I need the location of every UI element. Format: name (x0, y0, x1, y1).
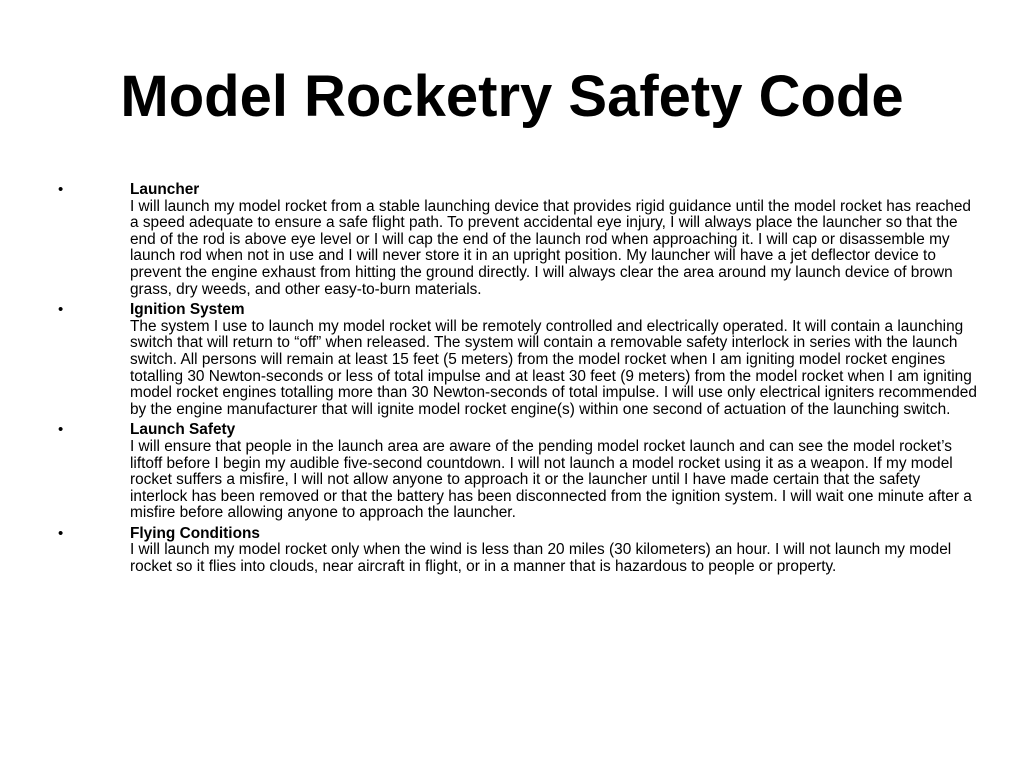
item-heading: Flying Conditions (130, 524, 260, 542)
item-heading: Ignition System (130, 301, 245, 319)
bullet-icon: • (58, 301, 64, 319)
bullet-icon: • (58, 524, 64, 542)
item-text: The system I use to launch my model rocket will be remotely controlled and electrically operated. It will contain a launching switch that will return to “off” when released. The system will contain a removable safety interlock in series with the launch switch. All persons will remain at least 15 feet (5 meters) from the model rocket when I am igniting model rocket engines totalling 30 Newton-seconds or less of total impulse and at least 30 feet (9 meters) from the model rocket when I am igniting model rocket engines totalling more than 30 Newton-seconds of total impulse. I will use only electrical igniters recommended by the engine manufacturer that will ignite model rocket engine(s) within one second of actuation of the launching switch. (130, 317, 977, 418)
bullet-icon: • (58, 181, 64, 198)
slide-title: Model Rocketry Safety Code (120, 64, 904, 129)
list-item-launcher (58, 182, 978, 298)
list-item-ignition-system (58, 302, 978, 418)
item-heading: Launcher (130, 181, 200, 198)
item-text: I will launch my model rocket only when the wind is less than 20 miles (30 kilometers) an hour. I will not launch my model rocket so it flies into clouds, near aircraft in flight, or in a manner that is hazardous to people or property. (130, 541, 952, 576)
bullet-icon: • (58, 421, 64, 439)
item-text: I will ensure that people in the launch area are aware of the pending model rocket launch and can see the model rocket’s liftoff before I begin my audible five-second countdown. I will not launch a model rocket using it as a weapon. If my model rocket suffers a misfire, I will not allow anyone to approach it or the launcher until I have made certain that the safety interlock has been removed or that the battery has been disconnected from the ignition system. I will wait one minute after a misfire before allowing anyone to approach the launcher. (130, 437, 972, 522)
item-text: I will launch my model rocket from a stable launching device that provides rigid guidance until the model rocket has reached a speed adequate to ensure a safe flight path. To prevent accidental eye injury, I will always place the launcher so that the end of the rod is above eye level or I will cap the end of the launch rod when approaching it. I will cap or disassemble my launch rod when not in use and I will never store it in an upright position. My launcher will have a jet deflector device to prevent the engine exhaust from hitting the ground directly. I will always clear the area around my launch device of brown grass, dry weeds, and other easy-to-burn materials. (130, 197, 971, 298)
list-item-flying-conditions (58, 526, 978, 576)
list-item-launch-safety (58, 422, 978, 522)
item-heading: Launch Safety (130, 421, 236, 439)
safety-code-list (58, 182, 978, 580)
